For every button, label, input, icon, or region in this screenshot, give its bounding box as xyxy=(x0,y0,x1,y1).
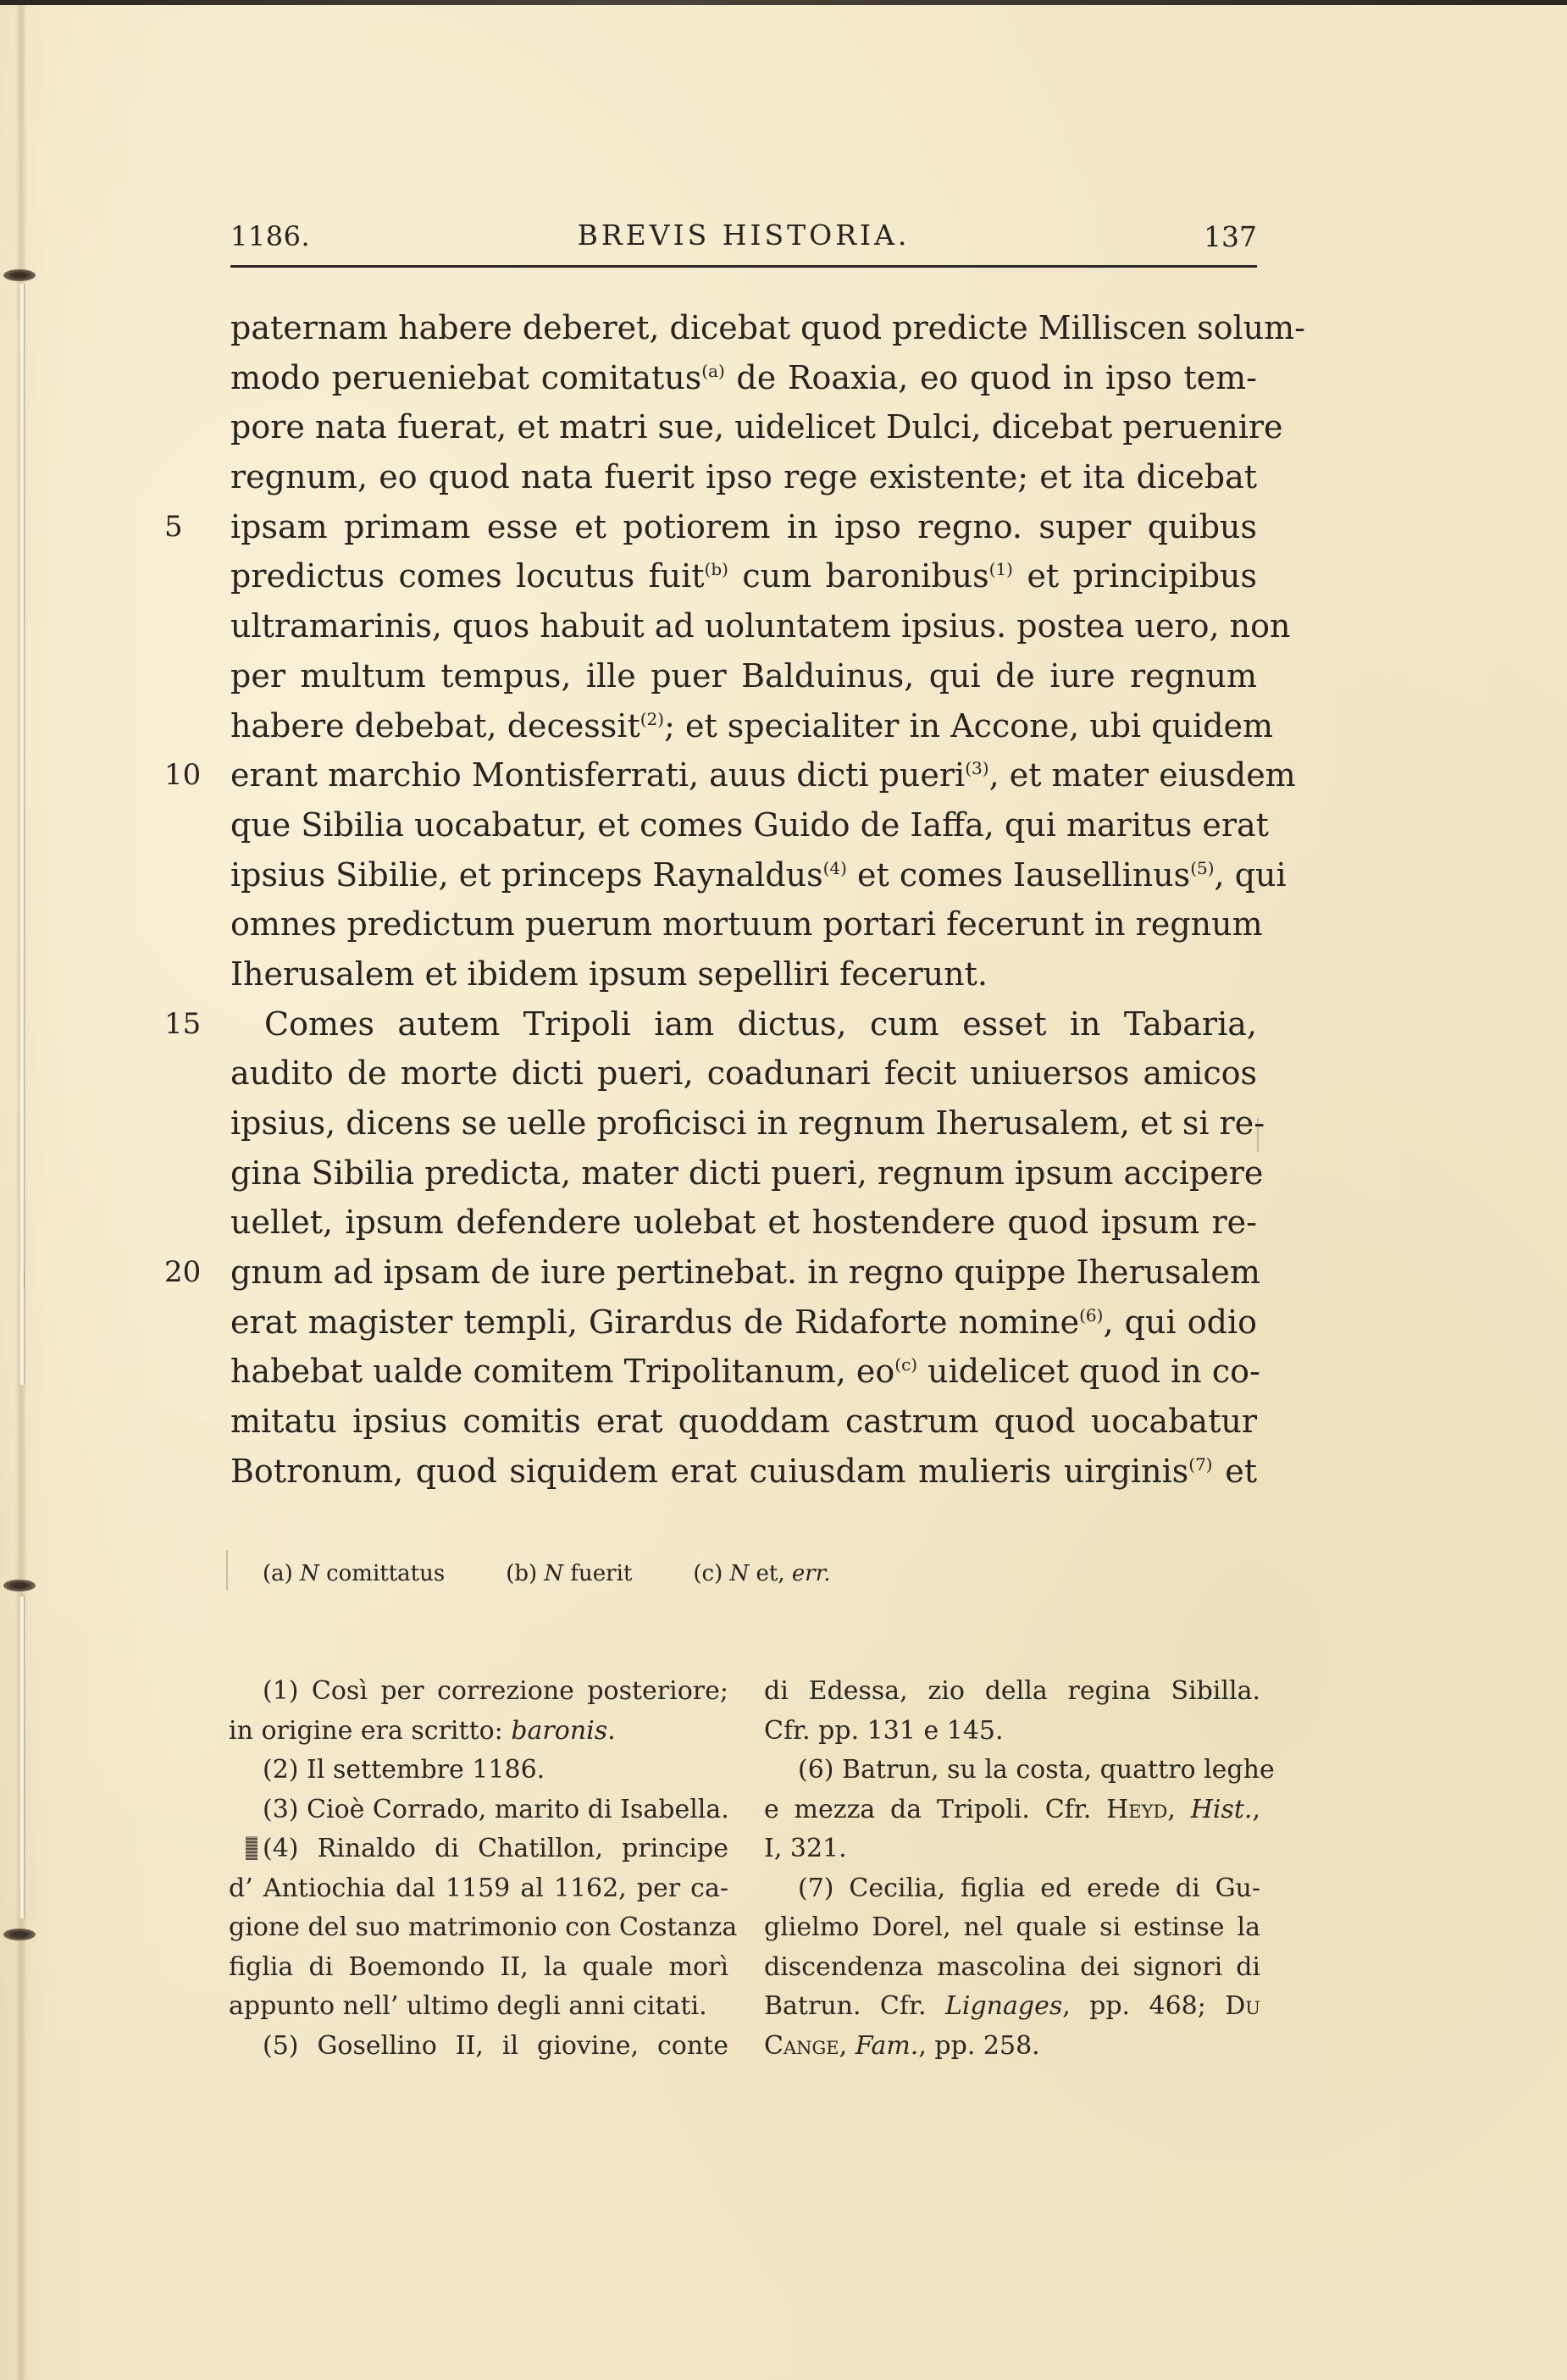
footnote-line xyxy=(764,1987,1260,2027)
footnote-text: I, 321. xyxy=(764,1834,847,1863)
footnote-line xyxy=(229,1869,728,1909)
text-line xyxy=(230,800,1269,850)
author-name: Cange xyxy=(764,2030,839,2061)
text-line xyxy=(230,1447,1257,1497)
footnote-text: (1) Così per correzione posteriore; xyxy=(263,1676,728,1706)
footnote-text: , pp. 258. xyxy=(918,2030,1040,2061)
line-number: 10 xyxy=(164,758,202,793)
line-text: gina Sibilia predicta, mater dicti pueri, regnum ipsum accipere xyxy=(230,1154,1264,1192)
work-title: Lignages xyxy=(944,1991,1063,2021)
header-rule xyxy=(230,265,1257,268)
critical-apparatus xyxy=(263,1561,1110,1586)
line-text: ipsam primam esse et potiorem in ipso regno. super quibus xyxy=(230,507,1257,545)
binding-thread xyxy=(20,284,24,1385)
text-line xyxy=(230,850,1287,900)
variant-label: (a) xyxy=(263,1561,293,1586)
variant-reading: et, xyxy=(756,1561,785,1586)
line-text: omnes predictum puerum mortuum portari fecerunt in regnum xyxy=(230,905,1263,944)
margin-mark xyxy=(246,1836,257,1860)
text-line xyxy=(230,452,1257,502)
running-head xyxy=(230,212,1257,254)
line-text: que Sibilia uocabatur, et comes Guido de Iaffa, qui maritus erat xyxy=(230,805,1269,844)
variant-reading: comittatus xyxy=(326,1561,446,1586)
line-text: , qui xyxy=(1214,855,1287,894)
author-name: Du xyxy=(1225,1991,1261,2021)
footnote-marker: (a) xyxy=(701,360,725,381)
text-line xyxy=(230,1397,1257,1447)
variant-label: (c) xyxy=(693,1561,723,1586)
line-number: 15 xyxy=(164,1006,202,1041)
footnote-text: Cfr. pp. 131 e 145. xyxy=(764,1715,1004,1746)
binding-hole xyxy=(3,1580,36,1591)
footnote-line xyxy=(229,1987,728,2027)
footnote-marker: (2) xyxy=(640,708,665,729)
binding-thread xyxy=(20,1270,24,1287)
page-top-edge xyxy=(0,0,1567,5)
line-text: et principibus xyxy=(1012,557,1257,595)
line-text: predictus comes locutus fuit xyxy=(230,557,705,595)
line-text: et xyxy=(1212,1452,1257,1490)
footnote-line xyxy=(764,1829,1260,1869)
line-text: ipsius, dicens se uelle proficisci in regnum Iherusalem, et si re- xyxy=(230,1104,1265,1142)
footnote-text: (5) Gosellino II, il giovine, conte xyxy=(263,2030,728,2061)
footnote-line xyxy=(764,1869,1260,1909)
line-number: 5 xyxy=(164,509,183,544)
footnote-text: in origine era scritto: xyxy=(229,1715,512,1746)
footnote-line xyxy=(764,1948,1260,1988)
line-text: ultramarinis, quos habuit ad uoluntatem ipsius. postea uero, non xyxy=(230,607,1291,645)
line-text: Comes autem Tripoli iam dictus, cum esset in Tabaria, xyxy=(264,1005,1257,1043)
line-text: modo perueniebat comitatus xyxy=(230,358,702,396)
variant-reading: fuerit xyxy=(570,1561,633,1586)
footnote-text: di Edessa, zio della regina Sibilla. xyxy=(764,1676,1260,1706)
line-text: et comes Iausellinus xyxy=(846,855,1191,894)
footnote-text: (3) Cioè Corrado, marito di Isabella. xyxy=(263,1794,729,1824)
text-line xyxy=(230,949,1257,999)
footnote-text: (4) Rinaldo di Chatillon, principe xyxy=(263,1834,728,1863)
footnote-text: Batrun. Cfr. xyxy=(764,1991,945,2021)
footnote-line xyxy=(229,2027,728,2067)
work-title: Fam. xyxy=(855,2030,919,2061)
footnote-line xyxy=(229,1908,738,1948)
work-title: baronis xyxy=(511,1715,608,1746)
line-text: regnum, eo quod nata fuerit ipso rege existente; et ita dicebat xyxy=(230,458,1257,496)
footnote-marker: (c) xyxy=(894,1354,918,1375)
footnote-marker: (3) xyxy=(965,758,989,779)
footnote-line xyxy=(764,1712,1260,1752)
text-line xyxy=(230,551,1257,601)
manuscript-siglum: N xyxy=(300,1561,319,1586)
author-name: Heyd xyxy=(1106,1794,1168,1824)
line-text: per multum tempus, ille puer Balduinus, qui de iure regnum xyxy=(230,656,1257,695)
footnotes-left-column xyxy=(229,1672,738,2066)
footnote-line xyxy=(764,1751,1275,1791)
footnote-text: (6) Batrun, su la costa, quattro leghe xyxy=(798,1755,1275,1785)
footnote-text: discendenza mascolina dei signori di xyxy=(764,1951,1260,1982)
footnote-text: . xyxy=(607,1715,616,1746)
footnote-marker: (7) xyxy=(1188,1453,1213,1475)
footnote-line xyxy=(764,1908,1260,1948)
text-line xyxy=(164,750,1296,800)
footnotes-right-column xyxy=(764,1672,1275,2066)
text-line xyxy=(230,1049,1257,1099)
footnote-text: , xyxy=(1252,1794,1260,1824)
running-head-year: 1186. xyxy=(230,220,311,252)
footnote-text: (7) Cecilia, figlia ed erede di Gu- xyxy=(798,1873,1260,1903)
footnote-line xyxy=(764,2027,1260,2067)
line-text: Botronum, quod siquidem erat cuiusdam mulieris uirginis xyxy=(230,1452,1189,1490)
variant-note xyxy=(263,1561,445,1586)
text-line xyxy=(230,1347,1260,1397)
text-line xyxy=(230,1099,1265,1148)
line-text: , qui odio xyxy=(1103,1303,1257,1341)
text-line xyxy=(164,502,1257,552)
running-head-title: BREVIS HISTORIA. xyxy=(577,219,911,252)
footnote-text: glielmo Dorel, nel quale si estinse la xyxy=(764,1912,1260,1942)
footnote-marker: (4) xyxy=(822,857,847,878)
footnote-text: (2) Il settembre 1186. xyxy=(263,1755,545,1785)
footnote-line xyxy=(764,1672,1260,1712)
manuscript-siglum: N xyxy=(544,1561,564,1586)
line-text: paternam habere deberet, dicebat quod predicte Milliscen solum- xyxy=(230,309,1305,346)
line-text: ipsius Sibilie, et princeps Raynaldus xyxy=(230,855,823,894)
line-text: cum baronibus xyxy=(728,557,989,595)
text-line xyxy=(164,999,1257,1049)
footnote-text: gione del suo matrimonio con Costanza xyxy=(229,1912,738,1942)
footnote-text: , pp. 468; xyxy=(1062,1991,1226,2021)
footnote-line xyxy=(229,1791,728,1830)
text-line xyxy=(230,1298,1257,1348)
footnote-text: , xyxy=(1167,1794,1191,1824)
main-text xyxy=(164,303,1305,1497)
text-line xyxy=(230,303,1305,353)
line-text: erat magister templi, Girardus de Ridaforte nomine xyxy=(230,1303,1080,1341)
footnote-line xyxy=(764,1791,1260,1830)
text-line xyxy=(230,353,1257,403)
text-line xyxy=(230,601,1291,651)
text-line xyxy=(230,402,1283,452)
footnote-text: figlia di Boemondo II, la quale morì xyxy=(229,1951,728,1982)
line-text: pore nata fuerat, et matri sue, uidelicet Dulci, dicebat peruenire xyxy=(230,408,1283,446)
line-text: audito de morte dicti pueri, coadunari fecit uniuersos amicos xyxy=(230,1054,1257,1093)
text-line xyxy=(230,1198,1257,1248)
manuscript-siglum: N xyxy=(729,1561,750,1586)
footnote-text: , xyxy=(839,2030,855,2061)
variant-note xyxy=(506,1561,632,1586)
line-text: habere debebat, decessit xyxy=(230,706,640,744)
line-text: gnum ad ipsam de iure pertinebat. in regno quippe Iherusalem xyxy=(230,1254,1260,1292)
variant-remark: err. xyxy=(791,1561,831,1586)
binding-thread xyxy=(20,1597,24,1918)
binding-hole xyxy=(3,269,36,281)
work-title: Hist. xyxy=(1190,1794,1253,1824)
margin-mark xyxy=(1257,1118,1259,1152)
variant-label: (b) xyxy=(506,1561,538,1586)
footnote-line xyxy=(229,1672,728,1712)
footnote-line xyxy=(229,1712,728,1752)
text-line xyxy=(164,1248,1260,1298)
margin-mark xyxy=(226,1550,228,1591)
variant-note xyxy=(693,1561,830,1586)
text-line xyxy=(230,899,1263,949)
line-text: Iherusalem et ibidem ipsum sepelliri fecerunt. xyxy=(230,955,988,993)
footnote-line xyxy=(229,1948,728,1988)
text-line xyxy=(230,1148,1264,1198)
line-text: uidelicet quod in co- xyxy=(917,1353,1260,1391)
footnote-marker: (1) xyxy=(988,559,1013,580)
binding-hole xyxy=(3,1929,36,1940)
footnote-text: appunto nell’ ultimo degli anni citati. xyxy=(229,1991,707,2021)
text-line xyxy=(230,701,1274,751)
line-text: ; et specialiter in Accone, ubi quidem xyxy=(664,706,1274,744)
footnote-marker: (5) xyxy=(1190,857,1215,878)
footnote-line xyxy=(229,1751,728,1791)
footnote-text: d’ Antiochia dal 1159 al 1162, per ca- xyxy=(229,1873,728,1903)
line-text: mitatu ipsius comitis erat quoddam castrum quod uocabatur xyxy=(230,1403,1257,1441)
footnote-marker: (6) xyxy=(1079,1304,1104,1326)
footnote-line xyxy=(229,1829,728,1869)
footnote-text: e mezza da Tripoli. Cfr. xyxy=(764,1794,1107,1824)
line-number: 20 xyxy=(164,1255,202,1290)
line-text: habebat ualde comitem Tripolitanum, eo xyxy=(230,1353,895,1391)
line-text: erant marchio Montisferrati, auus dicti pueri xyxy=(230,756,966,794)
line-text: uellet, ipsum defendere uolebat et hostendere quod ipsum re- xyxy=(230,1204,1257,1242)
line-text: , et mater eiusdem xyxy=(988,756,1296,794)
footnote-marker: (b) xyxy=(704,559,728,580)
line-text: de Roaxia, eo quod in ipso tem- xyxy=(724,358,1257,396)
page-number: 137 xyxy=(1204,220,1257,253)
text-line xyxy=(230,651,1257,701)
